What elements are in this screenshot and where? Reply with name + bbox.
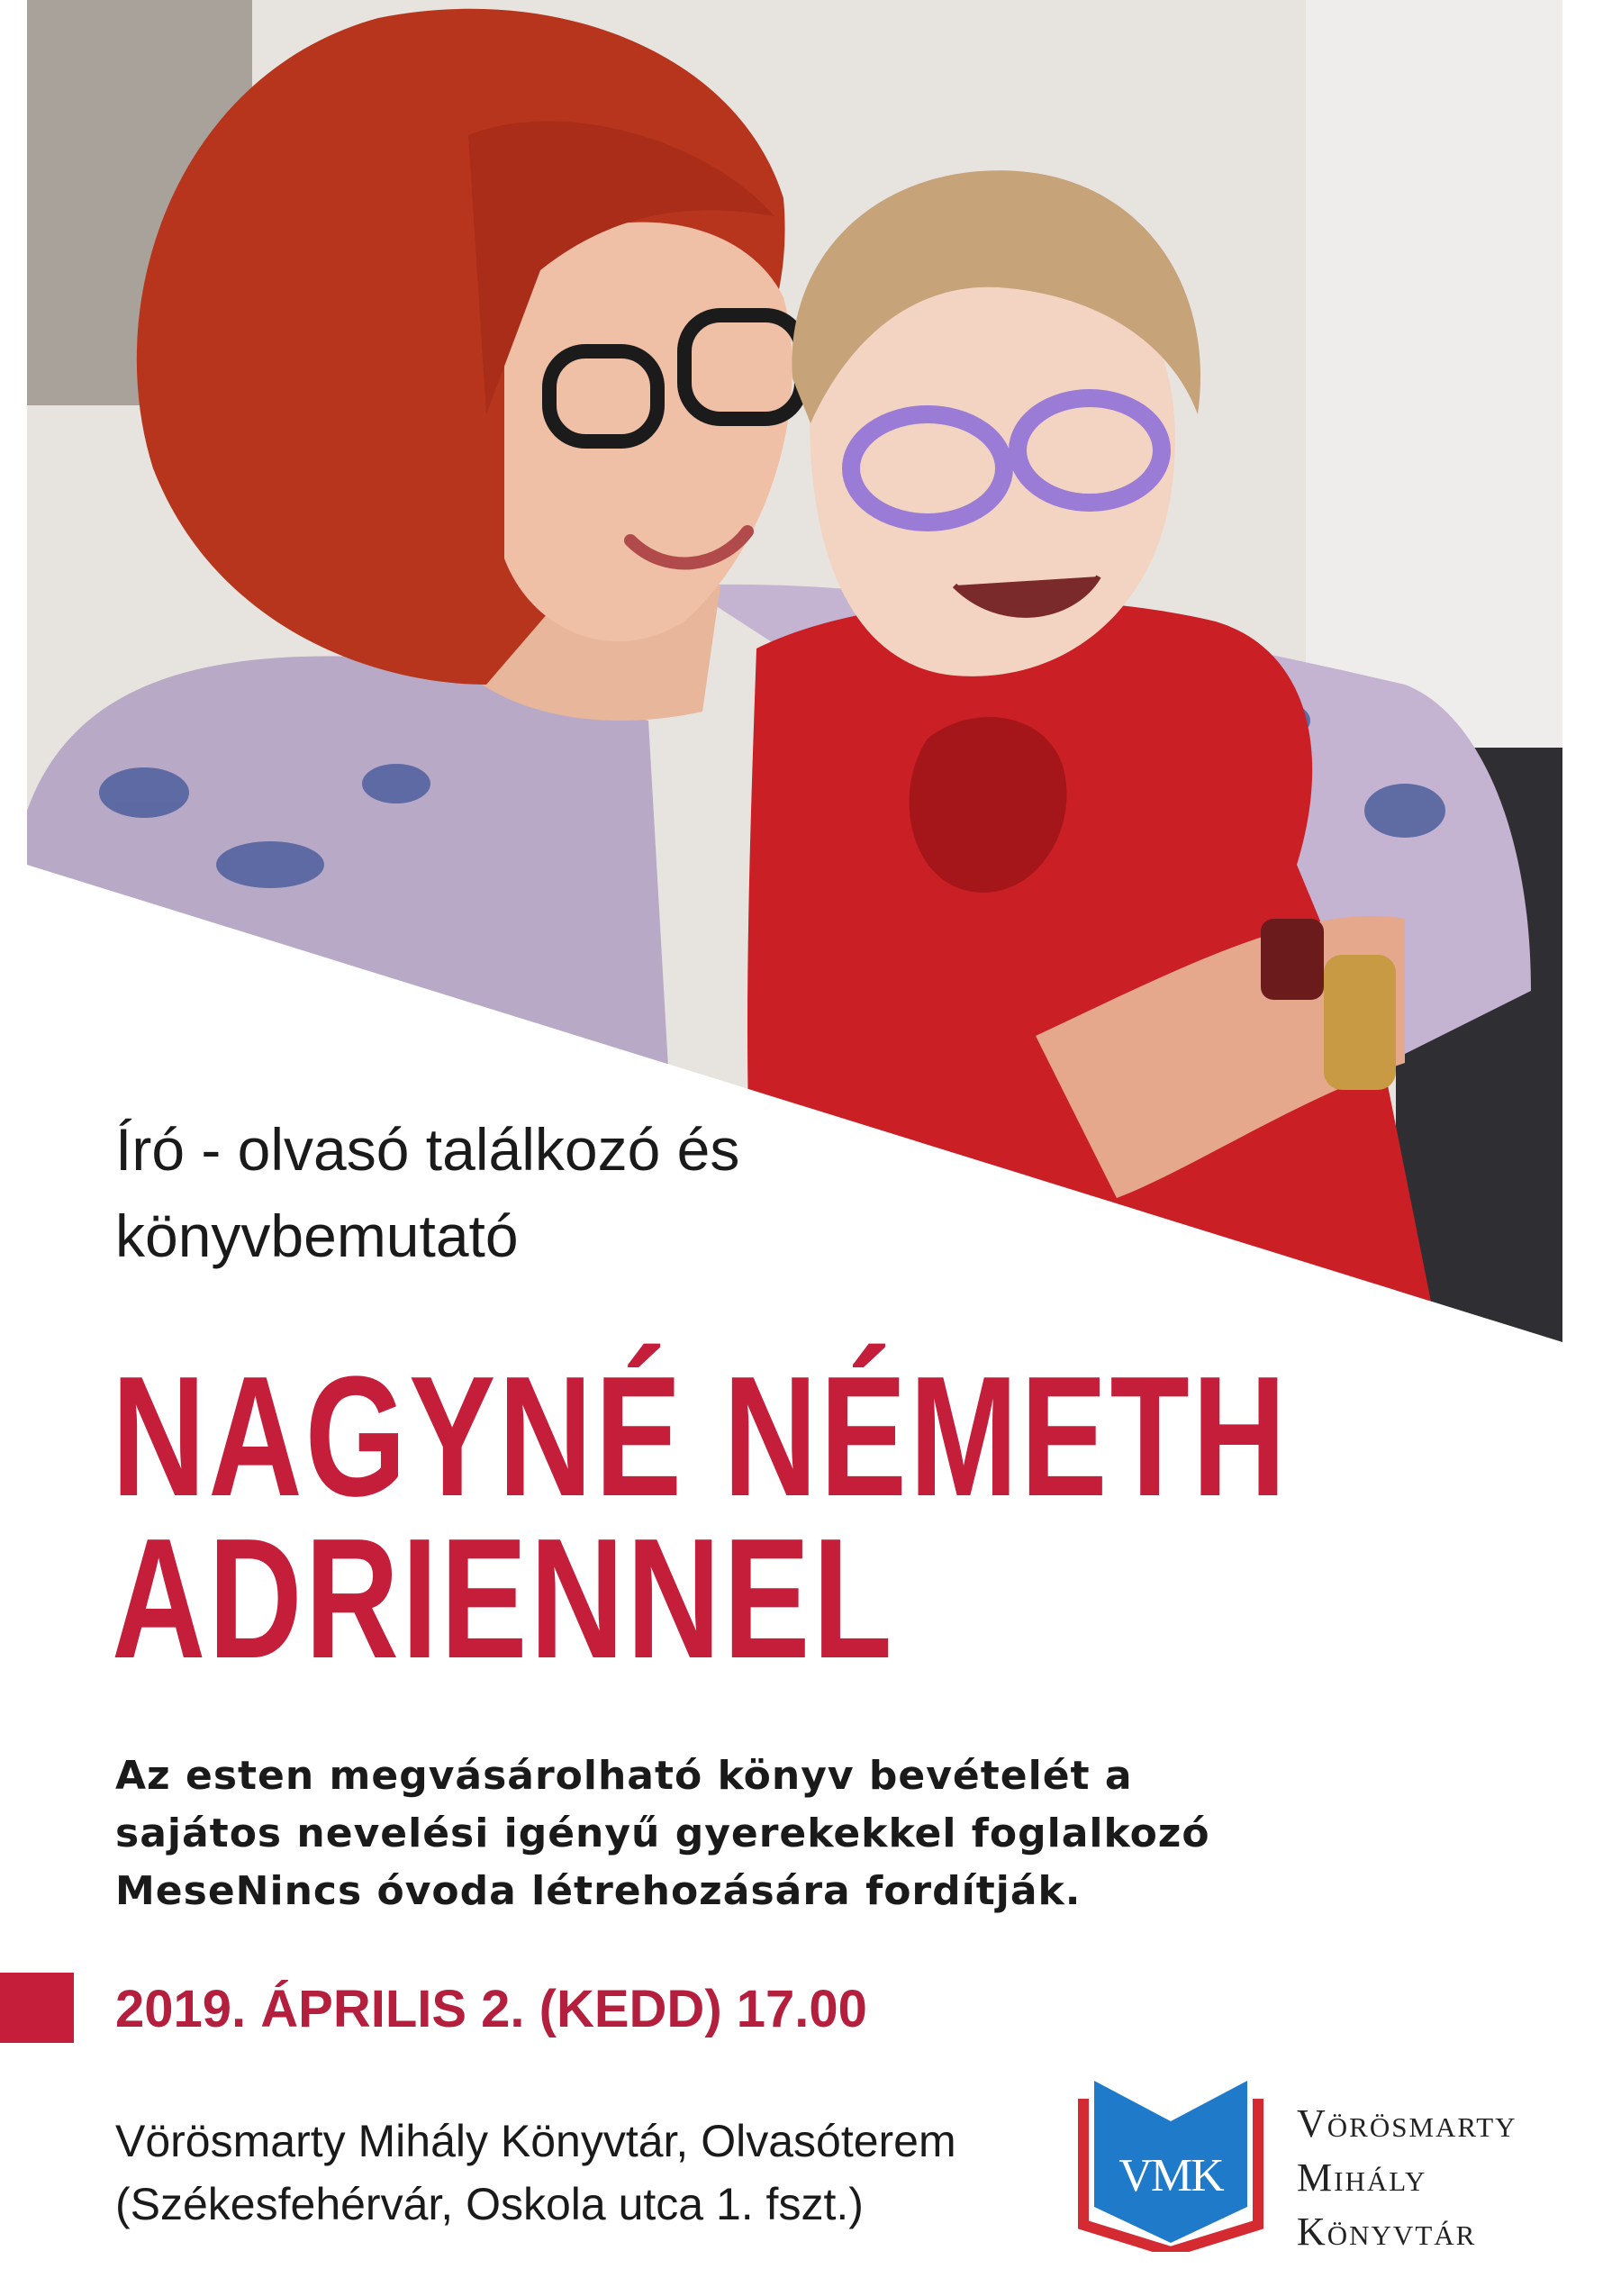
description-line3: MeseNincs óvoda létrehozására fordítják. [115,1868,1082,1914]
photo-blouse-pattern [362,764,430,803]
description-line1: Az esten megvásárolható könyv bevételét a [115,1753,1133,1799]
photo-blouse-pattern [1364,784,1445,838]
venue-line2: (Székesfehérvár, Oskola utca 1. fszt.) [115,2179,864,2229]
logo-name-line2: Mihály [1297,2155,1427,2200]
event-type [115,1106,1016,1279]
photo-watch [1324,955,1396,1090]
description-line2: sajátos nevelési igényű gyerekekkel foglalkozó [115,1810,1210,1856]
photo-watch-strap [1261,919,1324,1000]
event-date: 2019. ÁPRILIS 2. (KEDD) 17.00 [115,1980,867,2038]
logo-mark-text: VMK [1118,2150,1223,2201]
photo-blouse-pattern [216,841,324,888]
author-name-line2: ADRIENNEL [112,1503,895,1694]
library-logo-book-icon [1076,2072,1265,2252]
photo-blouse-pattern [99,767,189,818]
author-name-line1: NAGYNÉ NÉMETH [112,1341,1290,1532]
event-type-line2: könyvbemutató [115,1202,519,1269]
venue-line1: Vörösmarty Mihály Könyvtár, Olvasóterem [115,2116,956,2166]
author-name [112,1341,1290,1694]
event-type-line1: Író - olvasó találkozó és [115,1116,740,1183]
logo-name-line1: Vörösmarty [1297,2101,1517,2146]
venue [115,2110,956,2236]
accent-bar [0,1973,74,2043]
description [115,1747,1466,1920]
logo-name-line3: Könyvtár [1297,2210,1477,2254]
library-logo-name [1297,2097,1517,2259]
photo-blouse-pattern [162,928,234,982]
